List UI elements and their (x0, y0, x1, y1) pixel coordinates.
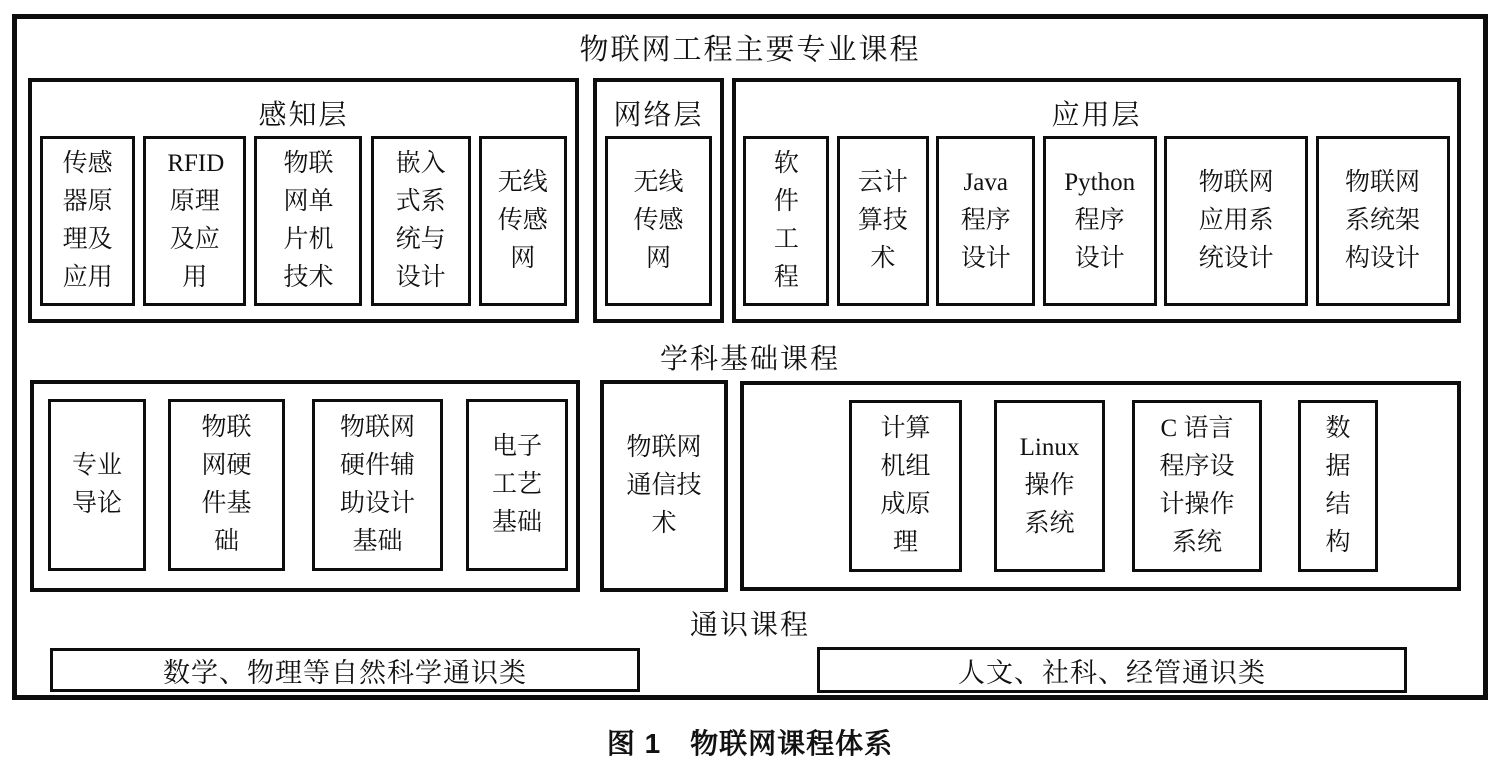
course-label: 计算机组成原理 (880, 415, 931, 556)
general-box-natural-sciences (50, 648, 640, 692)
course-label: 无线传感网 (497, 169, 548, 272)
course-label: 电子工艺基础 (491, 433, 542, 536)
course-box-embedded-systems (371, 136, 471, 306)
course-box-rfid (143, 136, 246, 306)
course-box-software-engineering (743, 136, 829, 306)
course-label: 物联网硬件基础 (201, 414, 252, 555)
course-label: 物联网应用系统设计 (1198, 169, 1274, 272)
application-layer-courses (736, 136, 1457, 306)
course-box-python (1043, 136, 1157, 306)
general-label-natural-sciences: 数学、物理等自然科学通识类 (163, 657, 527, 688)
course-label: 物联网单片机技术 (283, 150, 334, 291)
course-box-wireless-sensor-net (605, 136, 712, 306)
course-box-iot-architecture-design (1316, 136, 1450, 306)
course-label: C 语言程序设计操作系统 (1159, 415, 1235, 556)
course-box-linux-os (994, 400, 1105, 572)
perception-layer-label: 感知层 (258, 100, 349, 131)
general-label-humanities: 人文、社科、经管通识类 (958, 657, 1266, 688)
course-box-iot-app-system-design (1164, 136, 1308, 306)
foundation-left-group (30, 380, 580, 592)
application-layer-label: 应用层 (1051, 100, 1142, 131)
course-box-c-programming-os (1132, 400, 1262, 572)
course-label: 云计算技术 (857, 169, 908, 272)
course-box-electronic-technology-basics (466, 399, 568, 571)
course-label: 传感器原理及应用 (62, 150, 113, 291)
network-layer-courses (597, 136, 720, 306)
course-label: Java程序设计 (960, 169, 1011, 272)
course-label: 无线传感网 (633, 169, 684, 272)
general-courses-label: 通识课程 (689, 610, 810, 641)
course-box-major-introduction (48, 399, 146, 571)
foundation-courses-label: 学科基础课程 (659, 344, 840, 375)
course-box-wireless-sensor-net (479, 136, 567, 306)
course-label: 物联网系统架构设计 (1345, 169, 1421, 272)
course-box-iot-hardware-cad-basics (312, 399, 443, 571)
course-label: 数据结构 (1325, 415, 1351, 556)
course-box-sensor-principles (40, 136, 135, 306)
network-layer-label: 网络层 (613, 100, 704, 131)
course-label: 专业导论 (71, 452, 122, 517)
course-box-iot-communication-technology (600, 380, 728, 592)
course-box-data-structures (1298, 400, 1378, 572)
network-layer-section (593, 78, 724, 323)
perception-layer-section (28, 78, 579, 323)
course-box-java (936, 136, 1035, 306)
course-label: 软件工程 (773, 150, 799, 291)
foundation-right-group (740, 381, 1461, 591)
application-layer-section (732, 78, 1461, 323)
general-box-humanities (817, 647, 1407, 693)
course-label: Python程序设计 (1064, 169, 1136, 272)
course-box-iot-hardware-basics (168, 399, 285, 571)
course-label: Linux操作系统 (1019, 434, 1080, 537)
course-label: 物联网硬件辅助设计基础 (339, 414, 415, 555)
course-box-cloud-computing (837, 136, 929, 306)
course-label: 嵌入式系统与设计 (395, 150, 446, 291)
course-box-computer-organization (849, 400, 962, 572)
diagram-title: 物联网工程主要专业课程 (579, 34, 921, 66)
course-label: RFID原理及应用 (167, 150, 225, 291)
course-box-iot-mcu (254, 136, 362, 306)
figure-caption: 图 1 物联网课程体系 (606, 728, 894, 759)
course-label: 物联网通信技术 (626, 434, 702, 537)
perception-layer-courses (32, 136, 575, 306)
